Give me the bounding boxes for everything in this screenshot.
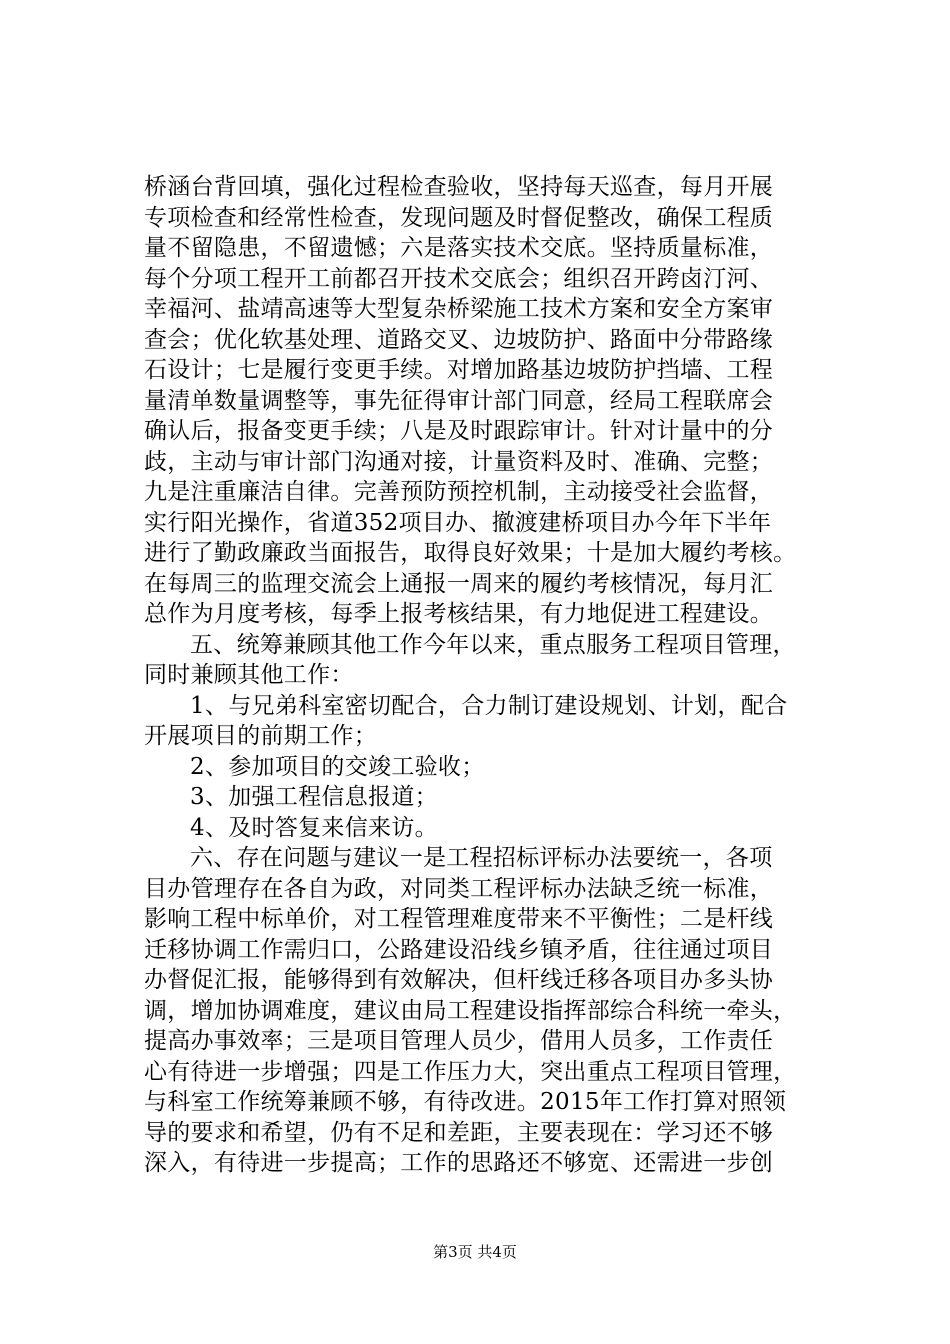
list-item-3: 3、加强工程信息报道；	[190, 784, 438, 810]
text-line: 桥涵台背回填，强化过程检查验收，坚持每天巡查，每月开展	[144, 174, 774, 200]
page-footer: 第3页 共4页	[433, 1243, 517, 1261]
text-line: 石设计；七是履行变更手续。对增加路基边坡防护挡墙、工程	[144, 357, 774, 383]
text-line: 同时兼顾其他工作：	[144, 662, 354, 688]
text-line: 导的要求和希望，仍有不足和差距，主要表现在：学习还不够	[144, 1119, 774, 1146]
text-line: 量清单数量调整等，事先征得审计部门同意，经局工程联席会	[144, 387, 774, 414]
text-line: 九是注重廉洁自律。完善预防预控机制，主动接受社会监督，	[144, 479, 774, 505]
text-line: 专项检查和经常性检查，发现问题及时督促整改，确保工程质	[144, 204, 774, 231]
text-line: 查会；优化软基处理、道路交叉、边坡防护、路面中分带路缘	[144, 326, 774, 353]
text-line: 量不留隐患，不留遗憾；六是落实技术交底。坚持质量标准，	[144, 235, 774, 261]
body-text	[144, 172, 824, 1179]
text-line: 深入，有待进一步提高；工作的思路还不够宽、还需进一步创	[144, 1150, 774, 1176]
text-line: 与科室工作统筹兼顾不够，有待改进。2015年工作打算对照领	[144, 1089, 787, 1115]
text-line: 办督促汇报，能够得到有效解决，但杆线迁移各项目办多头协	[144, 967, 774, 993]
text-line: 歧，主动与审计部门沟通对接，计量资料及时、准确、完整；	[144, 448, 774, 475]
text-line: 调，增加协调难度，建议由局工程建设指挥部综合科统一牵头，	[144, 997, 797, 1024]
text-line: 进行了勤政廉政当面报告，取得良好效果；十是加大履约考核。	[144, 540, 797, 566]
text-line: 幸福河、盐靖高速等大型复杂桥梁施工技术方案和安全方案审	[144, 296, 774, 322]
list-item-4: 4、及时答复来信来访。	[190, 814, 438, 841]
text-line: 影响工程中标单价，对工程管理难度带来不平衡性；二是杆线	[144, 906, 774, 932]
text-line: 迁移协调工作需归口，公路建设沿线乡镇矛盾，往往通过项目	[144, 936, 774, 963]
text-line: 在每周三的监理交流会上通报一周来的履约考核情况，每月汇	[144, 570, 774, 597]
text-line: 每个分项工程开工前都召开技术交底会；组织召开跨卤汀河、	[144, 265, 774, 292]
text-line: 目办管理存在各自为政，对同类工程评标办法缺乏统一标准，	[144, 875, 774, 902]
text-line: 开展项目的前期工作；	[144, 723, 377, 749]
list-item-1: 1、与兄弟科室密切配合，合力制订建设规划、计划，配合	[190, 692, 788, 719]
section-heading-5: 五、统筹兼顾其他工作今年以来，重点服务工程项目管理，	[190, 631, 796, 658]
text-line: 总作为月度考核，每季上报考核结果，有力地促进工程建设。	[144, 601, 774, 627]
list-item-2: 2、参加项目的交竣工验收；	[190, 753, 485, 780]
section-heading-6: 六、存在问题与建议一是工程招标评标办法要统一，各项	[190, 845, 773, 871]
text-line: 心有待进一步增强；四是工作压力大，突出重点工程项目管理，	[144, 1058, 797, 1085]
text-line: 实行阳光操作，省道352项目办、撤渡建桥项目办今年下半年	[144, 509, 772, 536]
text-line: 确认后，报备变更手续；八是及时跟踪审计。针对计量中的分	[144, 418, 774, 444]
text-line: 提高办事效率；三是项目管理人员少，借用人员多，工作责任	[144, 1028, 774, 1054]
